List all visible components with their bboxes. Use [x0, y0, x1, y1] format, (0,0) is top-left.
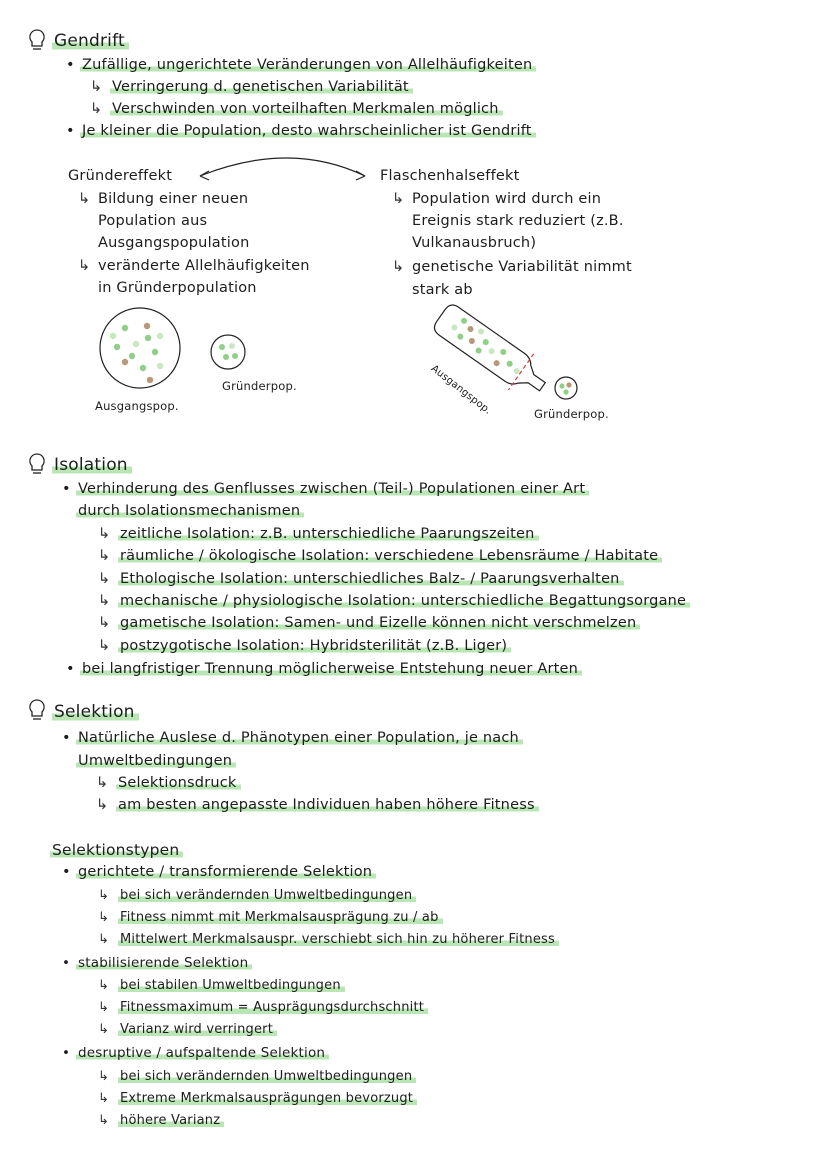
- section-title-selektion: Selektion: [52, 702, 139, 722]
- arrow-icon: ↳: [98, 593, 111, 609]
- arrow-icon: ↳: [98, 910, 110, 925]
- selektion-bullet-1a: Natürliche Auslese d. Phänotypen einer Population, je nach: [76, 730, 523, 746]
- arrow-icon: ↳: [98, 1091, 110, 1106]
- founder-population-circle: [211, 335, 245, 369]
- bottleneck-point-1a: Population wird durch ein: [412, 191, 602, 207]
- bottleneck-effect-title: Flaschenhalseffekt: [380, 168, 520, 184]
- source-population-circle: [100, 308, 180, 388]
- founder-point-1a: Bildung einer neuen: [98, 191, 249, 207]
- isolation-item: mechanische / physiologische Isolation: unterschiedliche Begattungsorgane: [118, 593, 690, 609]
- lightbulb-icon: [30, 30, 44, 49]
- selektion-sub-2: am besten angepasste Individuen haben höhere Fitness: [116, 797, 539, 813]
- label-bottle-founder: Gründerpop.: [534, 407, 609, 421]
- founder-point-1c: Ausgangspopulation: [98, 235, 250, 251]
- selection-type-point: höhere Varianz: [118, 1113, 224, 1128]
- arrow-icon: ↳: [98, 1022, 110, 1037]
- isolation-item: zeitliche Isolation: z.B. unterschiedliche Paarungszeiten: [118, 526, 539, 542]
- selection-type-point: bei sich verändernden Umweltbedingungen: [118, 1069, 416, 1084]
- founder-point-2b: in Gründerpopulation: [98, 280, 257, 296]
- gendrift-sub-1: Verringerung d. genetischen Variabilität: [110, 79, 413, 95]
- arrow-icon: ↳: [392, 191, 405, 207]
- selection-type-point: Fitness nimmt mit Merkmalsausprägung zu / ab: [118, 910, 443, 925]
- isolation-item: gametische Isolation: Samen- und Eizelle können nicht verschmelzen: [118, 615, 640, 631]
- arrow-icon: ↳: [98, 638, 111, 654]
- selektion-bullet-1b: Umweltbedingungen: [76, 753, 236, 769]
- bottleneck-point-2b: stark ab: [412, 282, 473, 298]
- founder-point-2a: veränderte Allelhäufigkeiten: [98, 258, 310, 274]
- label-source-population: Ausgangspop.: [95, 399, 179, 413]
- bottleneck-point-2a: genetische Variabilität nimmt: [412, 259, 632, 275]
- bottleneck-point-1b: Ereignis stark reduziert (z.B.: [412, 213, 624, 229]
- arrow-icon: ↳: [98, 548, 111, 564]
- selection-type-point: bei stabilen Umweltbedingungen: [118, 978, 345, 993]
- label-founder-population: Gründerpop.: [222, 379, 297, 393]
- split-arrow-curve: [200, 158, 365, 176]
- selection-type-point: Fitnessmaximum = Ausprägungsdurchschnitt: [118, 1000, 428, 1015]
- selection-type-name: gerichtete / transformierende Selektion: [76, 864, 376, 880]
- lightbulb-icon: [30, 700, 44, 719]
- founder-effect-title: Gründereffekt: [68, 168, 173, 184]
- section-title-gendrift: Gendrift: [52, 31, 129, 51]
- arrow-icon: ↳: [98, 526, 111, 542]
- selektion-sub-1: Selektionsdruck: [116, 775, 241, 791]
- arrow-icon: ↳: [98, 1069, 110, 1084]
- selection-type-point: Extreme Merkmalsausprägungen bevorzugt: [118, 1091, 417, 1106]
- isolation-bullet-2: bei langfristiger Trennung möglicherweise Entstehung neuer Arten: [80, 661, 582, 677]
- selection-type-point: bei sich verändernden Umweltbedingungen: [118, 888, 416, 903]
- gendrift-bullet-1: Zufällige, ungerichtete Veränderungen von Allelhäufigkeiten: [80, 57, 536, 73]
- bottleneck-point-1c: Vulkanausbruch): [412, 235, 537, 251]
- arrow-icon: ↳: [96, 775, 109, 791]
- arrow-icon: ↳: [98, 1113, 110, 1128]
- bottleneck-founder-circle: [555, 377, 577, 399]
- isolation-item: räumliche / ökologische Isolation: verschiedene Lebensräume / Habitate: [118, 548, 662, 564]
- gendrift-bullet-2: Je kleiner die Population, desto wahrscheinlicher ist Gendrift: [80, 123, 536, 139]
- selection-type-point: Varianz wird verringert: [118, 1022, 277, 1037]
- selection-type-name: desruptive / aufspaltende Selektion: [76, 1045, 329, 1061]
- arrowhead-right: [356, 171, 365, 180]
- isolation-item: Ethologische Isolation: unterschiedliches Balz- / Paarungsverhalten: [118, 571, 624, 587]
- arrow-icon: ↳: [392, 259, 405, 275]
- arrow-icon: ↳: [98, 1000, 110, 1015]
- arrow-icon: ↳: [90, 79, 103, 95]
- isolation-bullet-1a: Verhinderung des Genflusses zwischen (Teil-) Populationen einer Art: [76, 481, 589, 497]
- founder-point-1b: Population aus: [98, 213, 208, 229]
- arrow-icon: ↳: [98, 571, 111, 587]
- gendrift-sub-2: Verschwinden von vorteilhaften Merkmalen möglich: [110, 101, 503, 117]
- section-title-selektionstypen: Selektionstypen: [50, 841, 183, 859]
- arrow-icon: ↳: [98, 932, 110, 947]
- arrow-icon: ↳: [78, 191, 91, 207]
- isolation-bullet-1b: durch Isolationsmechanismen: [76, 503, 304, 519]
- arrow-icon: ↳: [96, 797, 109, 813]
- arrowhead-left: [200, 171, 209, 180]
- arrow-icon: ↳: [78, 258, 91, 274]
- source-population-dots: [110, 323, 163, 383]
- label-bottle-source: Ausgangspop.: [428, 363, 494, 417]
- arrow-icon: ↳: [98, 615, 111, 631]
- section-title-isolation: Isolation: [52, 455, 132, 475]
- arrow-icon: ↳: [98, 978, 110, 993]
- selection-type-name: stabilisierende Selektion: [76, 955, 252, 971]
- lightbulb-icon: [30, 454, 44, 473]
- arrow-icon: ↳: [98, 888, 110, 903]
- isolation-item: postzygotische Isolation: Hybridsterilität (z.B. Liger): [118, 638, 511, 654]
- arrow-icon: ↳: [90, 101, 103, 117]
- selection-type-point: Mittelwert Merkmalsauspr. verschiebt sich hin zu höherer Fitness: [118, 932, 559, 947]
